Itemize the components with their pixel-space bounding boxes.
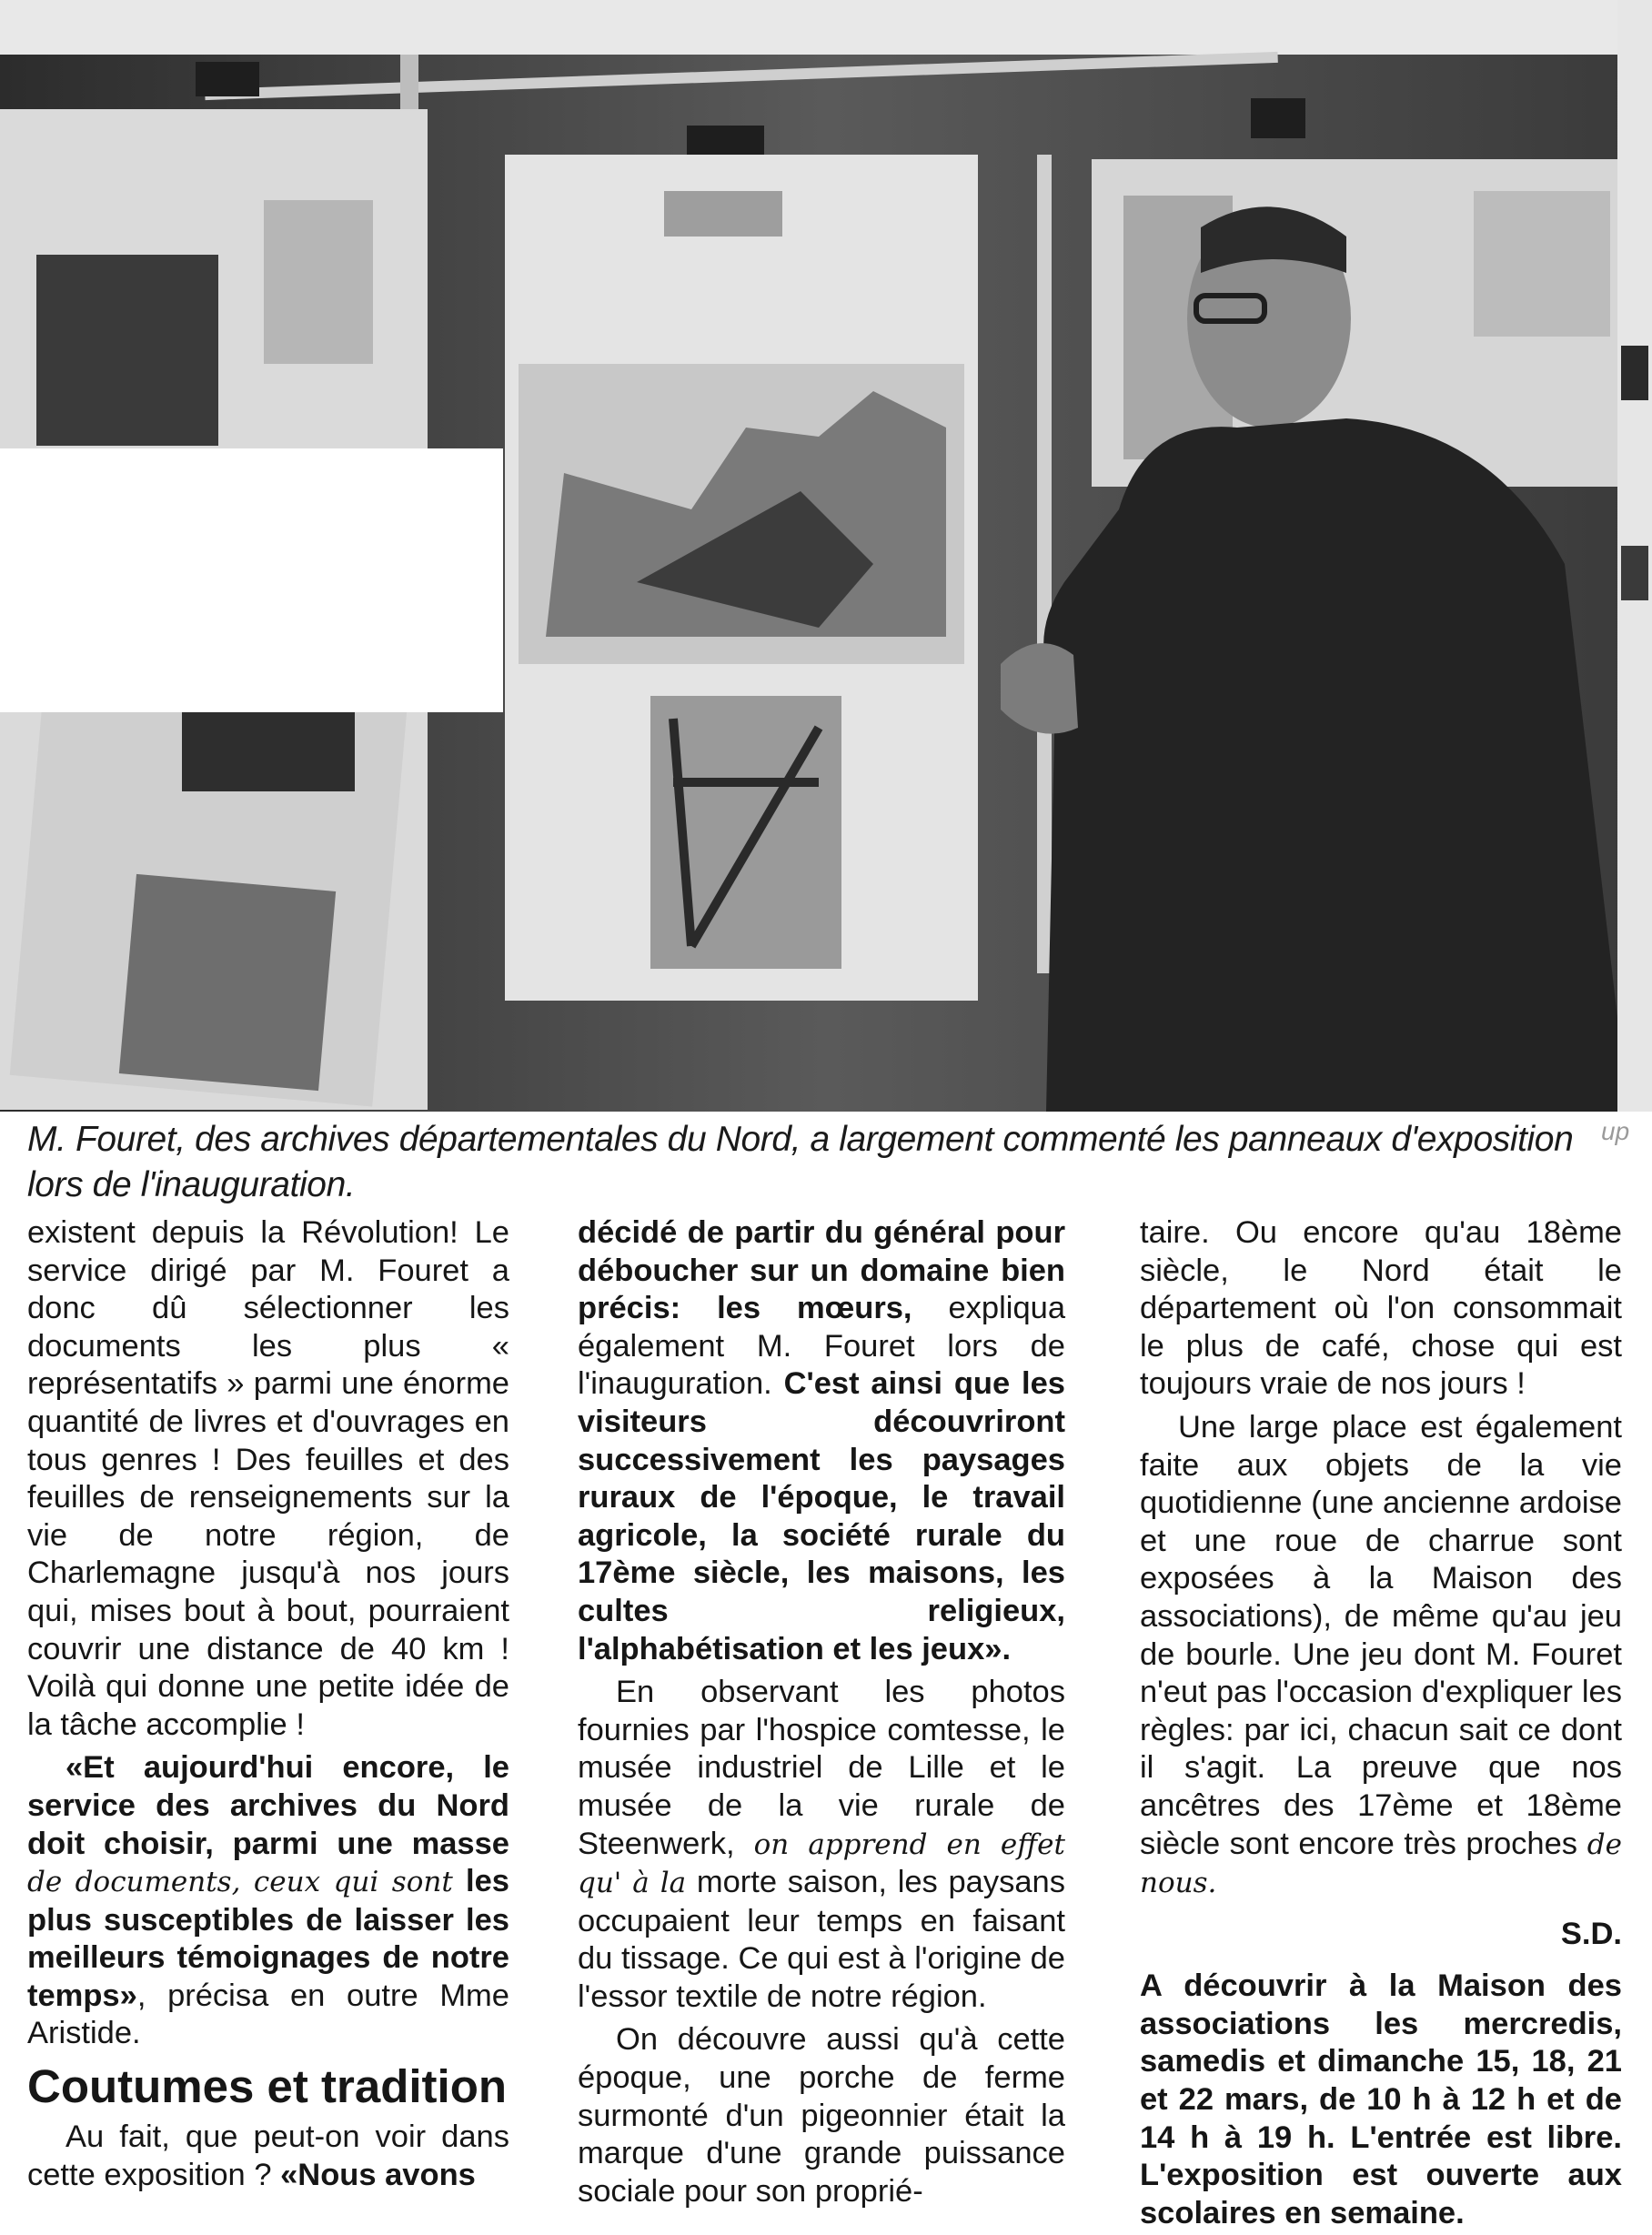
paragraph [1140,1409,1622,1903]
quote-bold: les plus susceptibles de laisser les meilleurs témoignages de notre temps» [27,1864,509,2013]
paragraph [578,1214,1065,1668]
photo-caption: M. Fouret, des archives départementales du Nord, a largement commenté les panneaux d'exposition lors de l'inauguration. [27,1120,1574,1204]
handwritten-correction: on apprend en effet qu' à la [578,1827,1065,1900]
exhibition-info: A découvrir à la Maison des associations les mercredis, samedis et dimanche 15, 18, 21 et 22 mars, de 10 h à 12 h et de 14 h à 19 h. L'entrée est libre. L'exposition est ouverte aux scolaires en semaine. [1140,1968,1622,2230]
quote-bold: C'est ainsi que les visiteurs découvriront successivement les paysages ruraux de l'époque, le travail agricole, la société rurale du 17ème siècle, les maisons, les cultes religieux, l'alphabétisation et les jeux». [578,1366,1065,1666]
paragraph: On découvre aussi qu'à cette époque, une porche de ferme surmonté d'un pigeonnier était la marque d'une grande puissance sociale pour son proprié- [578,2022,1065,2209]
paragraph: taire. Ou encore qu'au 18ème siècle, le Nord était le département où l'on consommait le plus de café, chose qui est toujours vraie de nos jours ! [1140,1215,1622,1402]
article-column-1 [27,1214,509,2194]
article-column-2 [578,1214,1065,2210]
paragraph [27,2119,509,2194]
paragraph-text: expliqua également M. Fouret lors de l'inauguration. [578,1291,1066,1402]
quote-bold: «Et aujourd'hui encore, le service des archives du Nord doit choisir, parmi une masse [27,1750,509,1861]
photo-illustration [0,0,1652,1112]
quote-attribution: , précisa en outre Mme Aristide. [27,1978,509,2051]
handwritten-correction: de nous. [1140,1827,1622,1900]
paragraph-text: Une large place est également faite aux objets de la vie quotidienne (une ancienne ardoise et une roue de charrue sont exposées à la Maison des associations), de même qu'au jeu de bourle. Une jeu dont M. Fouret n'eut pas l'occasion d'expliquer les règles: par ici, chacun sait ce dont il s'agit. La preuve que nos ancêtres des 17ème et 18ème siècle sont encore très proches [1140,1409,1622,1861]
paragraph-text: Au fait, que peut-on voir dans cette exposition ? [27,2119,509,2192]
quote-bold: «Nous avons [280,2157,476,2192]
exhibition-photo [0,0,1652,1112]
edge-fragment-text: up [1601,1117,1630,1145]
article-column-3 [1140,1214,1622,2232]
paragraph-text: En observant les photos fournies par l'hospice comtesse, le musée industriel de Lille et le musée de la vie rurale de Steenwerk, [578,1675,1065,1861]
section-heading: Coutumes et tradition [27,2060,508,2113]
quote-paragraph [27,1749,509,2053]
author-signature: S.D. [1560,1916,1622,1951]
paragraph-text: morte saison, les paysans occupaient leur temps en faisant du tissage. Ce qui est à l'origine de l'essor textile de notre région. [578,1865,1065,2014]
quote-bold: décidé de partir du général pour déboucher sur un domaine bien précis: les mœurs, [578,1215,1065,1326]
paragraph: existent depuis la Révolution! Le service dirigé par M. Fouret a donc dû sélectionner les documents les plus « représentatifs » parmi une énorme quantité de livres et d'ouvrages en tous genres ! Des feuilles et des feuilles de renseignements sur la vie de notre région, de Charlemagne jusqu'à nos jours qui, mises bout à bout, pourraient couvrir une distance de 40 km ! Voilà qui donne une petite idée de la tâche accomplie ! [27,1215,509,1742]
paragraph [578,1674,1065,2016]
handwritten-correction: de documents, ceux qui sont [27,1866,453,1899]
